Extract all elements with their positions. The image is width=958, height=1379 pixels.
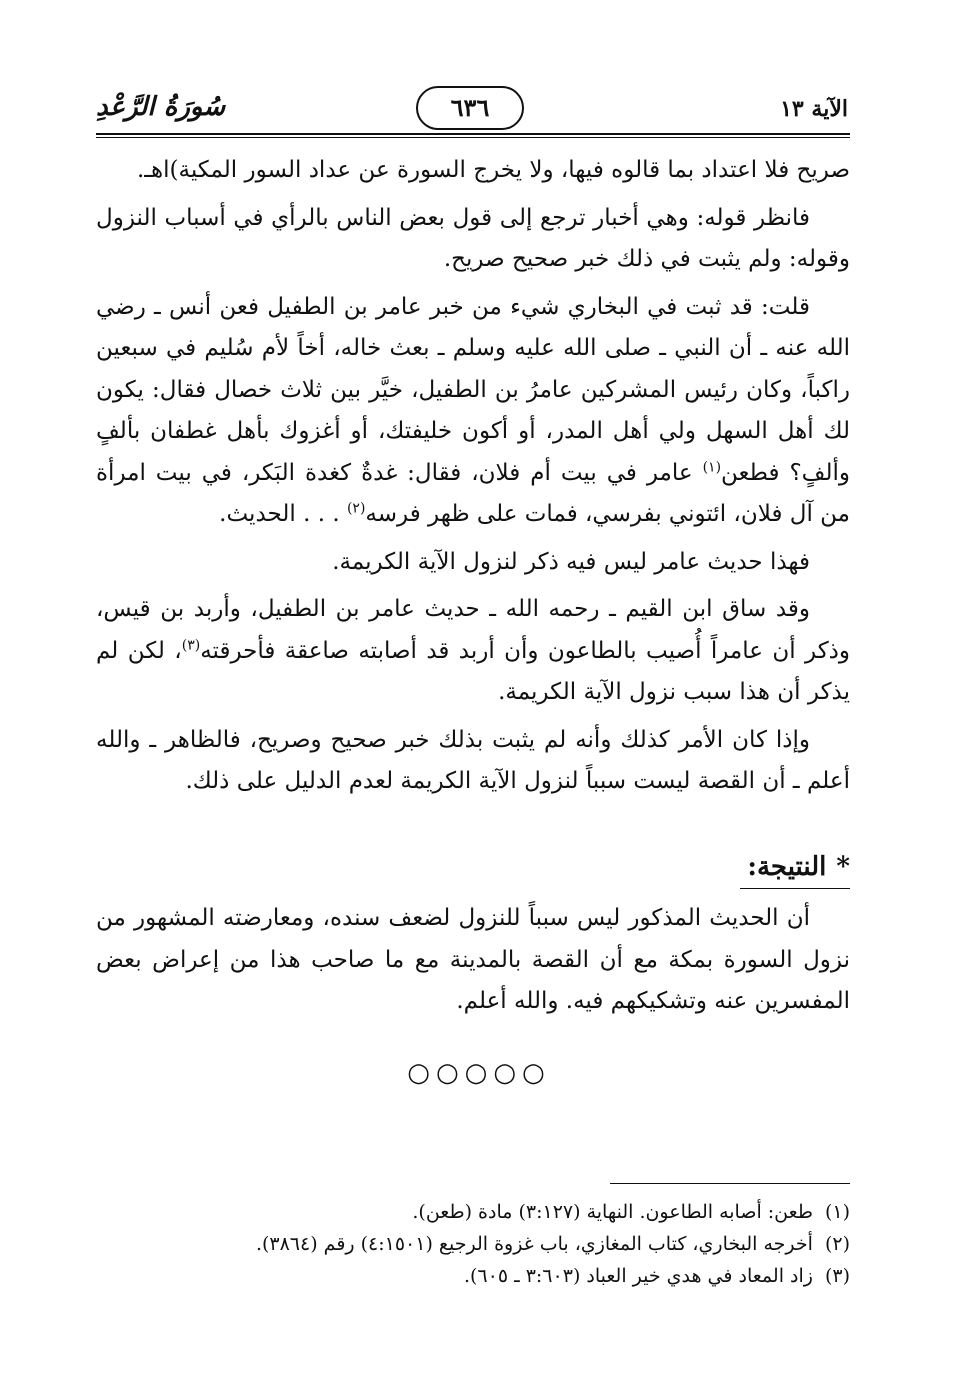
footnote-text: طعن: أصابه الطاعون. النهاية (٣:١٢٧) مادة (طعن). <box>412 1201 813 1223</box>
surah-title: سُورَةُ الرَّعْدِ <box>96 92 226 122</box>
header-rule-thin <box>96 137 850 138</box>
paragraph: فهذا حديث عامر ليس فيه ذكر لنزول الآية الكريمة. <box>332 548 810 575</box>
paragraph: وإذا كان الأمر كذلك وأنه لم يثبت بذلك خبر صحيح وصريح، فالظاهر ـ والله أعلم ـ أن القصة ليست سبباً لنزول الآية الكريمة لعدم الدليل على ذلك. <box>96 726 850 794</box>
paragraph <box>96 287 850 536</box>
footnote <box>96 1260 850 1292</box>
paragraph-text: وقد ساق ابن القيم ـ رحمه الله ـ حديث عامر بن الطفيل، وأربد بن قيس، وذكر أن عامراً أُصيب بالطاعون وأن أربد قد أصابته صاعقة فأحرقته <box>96 596 851 664</box>
page-number: ٦٣٦ <box>416 86 524 130</box>
body-text <box>96 150 850 803</box>
footnote-number: (٣) <box>824 1265 850 1287</box>
result-heading <box>747 852 850 882</box>
footnote <box>96 1228 850 1260</box>
footnote-text: زاد المعاد في هدي خير العباد (٣:٦٠٣ ـ ٦٠٥). <box>463 1265 813 1287</box>
footnote-rule <box>610 1183 850 1184</box>
paragraph-text: عامر في بيت أم فلان، فقال: غدةٌ كغدة البَكر، في بيت امرأة من آل فلان، ائتوني بفرسي، فمات على ظهر فرسه <box>96 459 850 527</box>
footnote-ref: (٣) <box>181 636 201 653</box>
footnote-ref: (٢) <box>346 500 366 517</box>
footnotes <box>96 1196 850 1292</box>
star-icon: * <box>836 852 850 882</box>
footnote-number: (١) <box>824 1201 850 1223</box>
paragraph: فانظر قوله: وهي أخبار ترجع إلى قول بعض الناس بالرأي في أسباب النزول وقوله: ولم يثبت في ذلك خبر صحيح صريح. <box>96 204 850 272</box>
verse-label: الآية ١٣ <box>780 96 848 122</box>
footnote-ref: (١) <box>702 458 722 475</box>
result-heading-text: النتيجة: <box>747 852 827 882</box>
paragraph <box>96 589 850 714</box>
paragraph: صريح فلا اعتداد بما قالوه فيها، ولا يخرج السورة عن عداد السور المكية)اهـ. <box>136 157 850 183</box>
header-rule <box>96 133 850 135</box>
footnote-text: أخرجه البخاري، كتاب المغازي، باب غزوة الرجيع (٤:١٥٠١) رقم (٣٨٦٤). <box>255 1233 813 1255</box>
section-separator: ○○○○○ <box>407 1058 551 1088</box>
paragraph-text: فطعن <box>721 459 780 486</box>
paragraph-text: . . . الحديث. <box>219 501 340 527</box>
paragraph-text: ، لكن لم يذكر أن هذا سبب نزول الآية الكريمة. <box>96 637 850 705</box>
footnote <box>96 1196 850 1228</box>
paragraph: أن الحديث المذكور ليس سبباً للنزول لضعف سنده، ومعارضته المشهور من نزول السورة بمكة مع أن القصة بالمدينة مع ما صاحب هذا من إعراض بعض المفسرين عنه وتشكيكهم فيه. والله أعلم. <box>96 905 850 1014</box>
footnote-number: (٢) <box>824 1233 850 1255</box>
paragraph-text: قلت: قد ثبت في البخاري شيء من خبر عامر بن الطفيل فعن أنس ـ رضي الله عنه ـ أن النبي ـ صلى الله عليه وسلم ـ بعث خاله، أخاً لأم سُليم في سبعين راكباً، وكان رئيس المشركين عامرُ بن الطفيل، خيَّر بين ثلاث خصال فقال: يكون لك أهل السهل ولي أهل المدر، أو أكون خليفتك، أو أغزوك بأهل غطفان بألفٍ وألفٍ؟ <box>96 293 850 486</box>
heading-underline <box>740 888 850 889</box>
result-text <box>96 898 850 1023</box>
